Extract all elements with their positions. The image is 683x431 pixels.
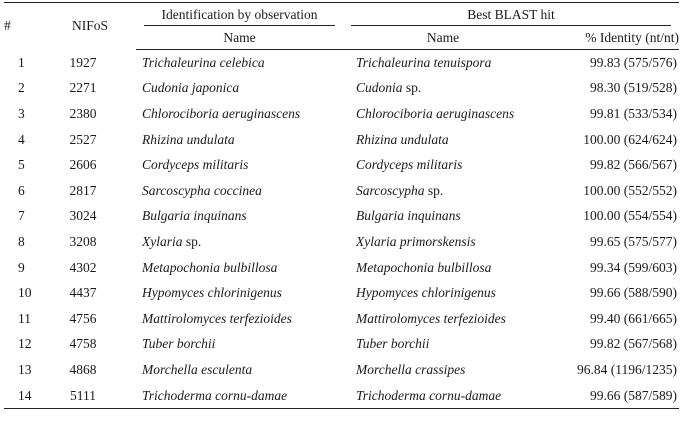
cell-identity: 99.66 (588/590): [590, 285, 678, 301]
cell-observation-name: [136, 357, 343, 383]
cell-number: 8: [18, 233, 25, 249]
table-row: [4, 101, 679, 127]
cell-number: 5: [18, 157, 25, 173]
blast-name-italic: Xylaria primorskensis: [356, 233, 476, 249]
cell-observation-name: [136, 204, 343, 230]
cell-observation-name: [136, 332, 343, 358]
cell-blast-name: [343, 152, 543, 178]
blast-name-italic: Trichoderma cornu-damae: [356, 387, 502, 403]
cell-blast-name: [343, 204, 543, 230]
cell-nifos: 2271: [69, 80, 97, 96]
cell-number: 10: [18, 285, 32, 301]
cell-observation-name: [136, 127, 343, 153]
cell-nifos: 5111: [44, 383, 136, 409]
cell-blast-name: [343, 332, 543, 358]
group-rule-blast: [351, 25, 671, 26]
table-row: [4, 229, 679, 255]
table-row: [4, 204, 679, 230]
cell-observation-name: [136, 383, 343, 409]
header-observation-label: Identification by observation: [161, 6, 318, 22]
blast-results-table: [4, 2, 679, 409]
table-row: [4, 332, 679, 358]
cell-blast-name: [343, 280, 543, 306]
observation-name-italic: Mattirolomyces terfezioides: [142, 310, 292, 326]
observation-name-italic: Xylaria: [142, 233, 183, 249]
cell-identity: 96.84 (1196/1235): [577, 361, 678, 377]
observation-name-italic: Chlorociboria aeruginascens: [142, 105, 301, 121]
cell-number: 3: [18, 105, 25, 121]
blast-name-italic: Cordyceps militaris: [356, 157, 463, 173]
cell-observation-name: [136, 152, 343, 178]
blast-name-italic: Bulgaria inquinans: [356, 208, 461, 224]
table-row: [4, 178, 679, 204]
cell-number: 7: [18, 208, 25, 224]
observation-name-italic: Metapochonia bulbillosa: [142, 259, 278, 275]
cell-nifos: 4437: [69, 285, 97, 301]
blast-name-suffix: sp.: [424, 182, 444, 198]
table-row: [4, 255, 679, 281]
cell-blast-name: [343, 255, 543, 281]
blast-name-italic: Trichaleurina tenuispora: [356, 54, 492, 70]
cell-identity: 99.66 (587/589): [543, 383, 679, 409]
cell-blast-name: [343, 229, 543, 255]
cell-observation-name: [136, 101, 343, 127]
cell-observation-name: [136, 229, 343, 255]
table-row: [4, 306, 679, 332]
header-identity: % Identity (nt/nt): [543, 26, 679, 50]
cell-nifos: 2380: [69, 105, 97, 121]
blast-name-italic: Hypomyces chlorinigenus: [356, 285, 496, 301]
observation-name-italic: Sarcoscypha coccinea: [142, 182, 262, 198]
cell-observation-name: [136, 50, 343, 76]
table-row: [4, 280, 679, 306]
blast-name-italic: Tuber borchii: [356, 336, 430, 352]
cell-number: 6: [18, 182, 25, 198]
cell-identity: 100.00 (624/624): [583, 131, 678, 147]
table-row: [4, 152, 679, 178]
cell-identity: 99.83 (575/576): [590, 54, 678, 70]
cell-blast-name: [343, 306, 543, 332]
cell-observation-name: [136, 280, 343, 306]
blast-name-italic: Morchella crassipes: [356, 361, 466, 377]
observation-name-italic: Morchella esculenta: [142, 361, 253, 377]
cell-observation-name: [136, 255, 343, 281]
cell-number: 12: [18, 336, 32, 352]
table-row: [4, 383, 679, 409]
observation-name-suffix: sp.: [182, 233, 202, 249]
observation-name-italic: Trichoderma cornu-damae: [142, 387, 288, 403]
cell-number: 13: [18, 361, 32, 377]
blast-name-italic: Sarcoscypha: [356, 182, 425, 198]
cell-nifos: 4758: [69, 336, 97, 352]
cell-number: 4: [18, 131, 25, 147]
cell-nifos: 4302: [69, 259, 97, 275]
cell-identity: 99.82 (566/567): [590, 157, 678, 173]
cell-nifos: 2817: [69, 182, 97, 198]
cell-nifos: 2527: [69, 131, 97, 147]
cell-nifos: 4756: [69, 310, 97, 326]
cell-identity: 100.00 (552/552): [583, 182, 678, 198]
header-blast-group: [343, 3, 679, 27]
cell-nifos: 3024: [69, 208, 97, 224]
cell-blast-name: [343, 383, 543, 409]
cell-identity: 99.40 (661/665): [590, 310, 678, 326]
blast-name-italic: Cudonia: [356, 80, 403, 96]
header-observation-group: [136, 3, 343, 27]
cell-identity: 99.34 (599/603): [590, 259, 678, 275]
header-nifos: NIFoS: [44, 3, 136, 50]
table-row: [4, 357, 679, 383]
cell-identity: 98.30 (519/528): [590, 80, 678, 96]
cell-identity: 99.65 (575/577): [590, 233, 678, 249]
blast-name-suffix: sp.: [402, 80, 422, 96]
observation-name-italic: Tuber borchii: [142, 336, 216, 352]
cell-nifos: 2606: [69, 157, 97, 173]
table-header: [4, 3, 679, 50]
observation-name-italic: Rhizina undulata: [142, 131, 235, 147]
cell-blast-name: [343, 178, 543, 204]
observation-name-italic: Cudonia japonica: [142, 80, 240, 96]
cell-number: 14: [4, 383, 44, 409]
cell-number: 11: [18, 310, 31, 326]
table-body: [4, 50, 679, 409]
cell-nifos: 4868: [69, 361, 97, 377]
cell-nifos: 3208: [69, 233, 97, 249]
blast-name-italic: Rhizina undulata: [356, 131, 449, 147]
cell-number: 1: [18, 54, 25, 70]
cell-observation-name: [136, 76, 343, 102]
cell-identity: 100.00 (554/554): [583, 208, 678, 224]
blast-name-italic: Chlorociboria aeruginascens: [356, 105, 515, 121]
cell-blast-name: [343, 50, 543, 76]
table-row: [4, 50, 679, 76]
cell-number: 2: [18, 80, 25, 96]
header-row-top: [4, 3, 679, 27]
header-observation-name: Name: [136, 26, 343, 50]
table-row: [4, 76, 679, 102]
table-row: [4, 127, 679, 153]
cell-blast-name: [343, 76, 543, 102]
cell-observation-name: [136, 178, 343, 204]
cell-blast-name: [343, 357, 543, 383]
header-blast-name: Name: [343, 26, 543, 50]
observation-name-italic: Trichaleurina celebica: [142, 54, 265, 70]
header-number: #: [4, 3, 44, 50]
results-table-container: [4, 2, 679, 409]
group-rule-observation: [144, 25, 335, 26]
cell-blast-name: [343, 127, 543, 153]
blast-name-italic: Metapochonia bulbillosa: [356, 259, 492, 275]
observation-name-italic: Hypomyces chlorinigenus: [142, 285, 282, 301]
cell-identity: 99.81 (533/534): [590, 105, 678, 121]
blast-name-italic: Mattirolomyces terfezioides: [356, 310, 506, 326]
observation-name-italic: Bulgaria inquinans: [142, 208, 247, 224]
cell-nifos: 1927: [69, 54, 97, 70]
observation-name-italic: Cordyceps militaris: [142, 157, 249, 173]
cell-observation-name: [136, 306, 343, 332]
cell-blast-name: [343, 101, 543, 127]
cell-number: 9: [18, 259, 25, 275]
header-blast-label: Best BLAST hit: [467, 6, 555, 22]
cell-identity: 99.82 (567/568): [590, 336, 678, 352]
